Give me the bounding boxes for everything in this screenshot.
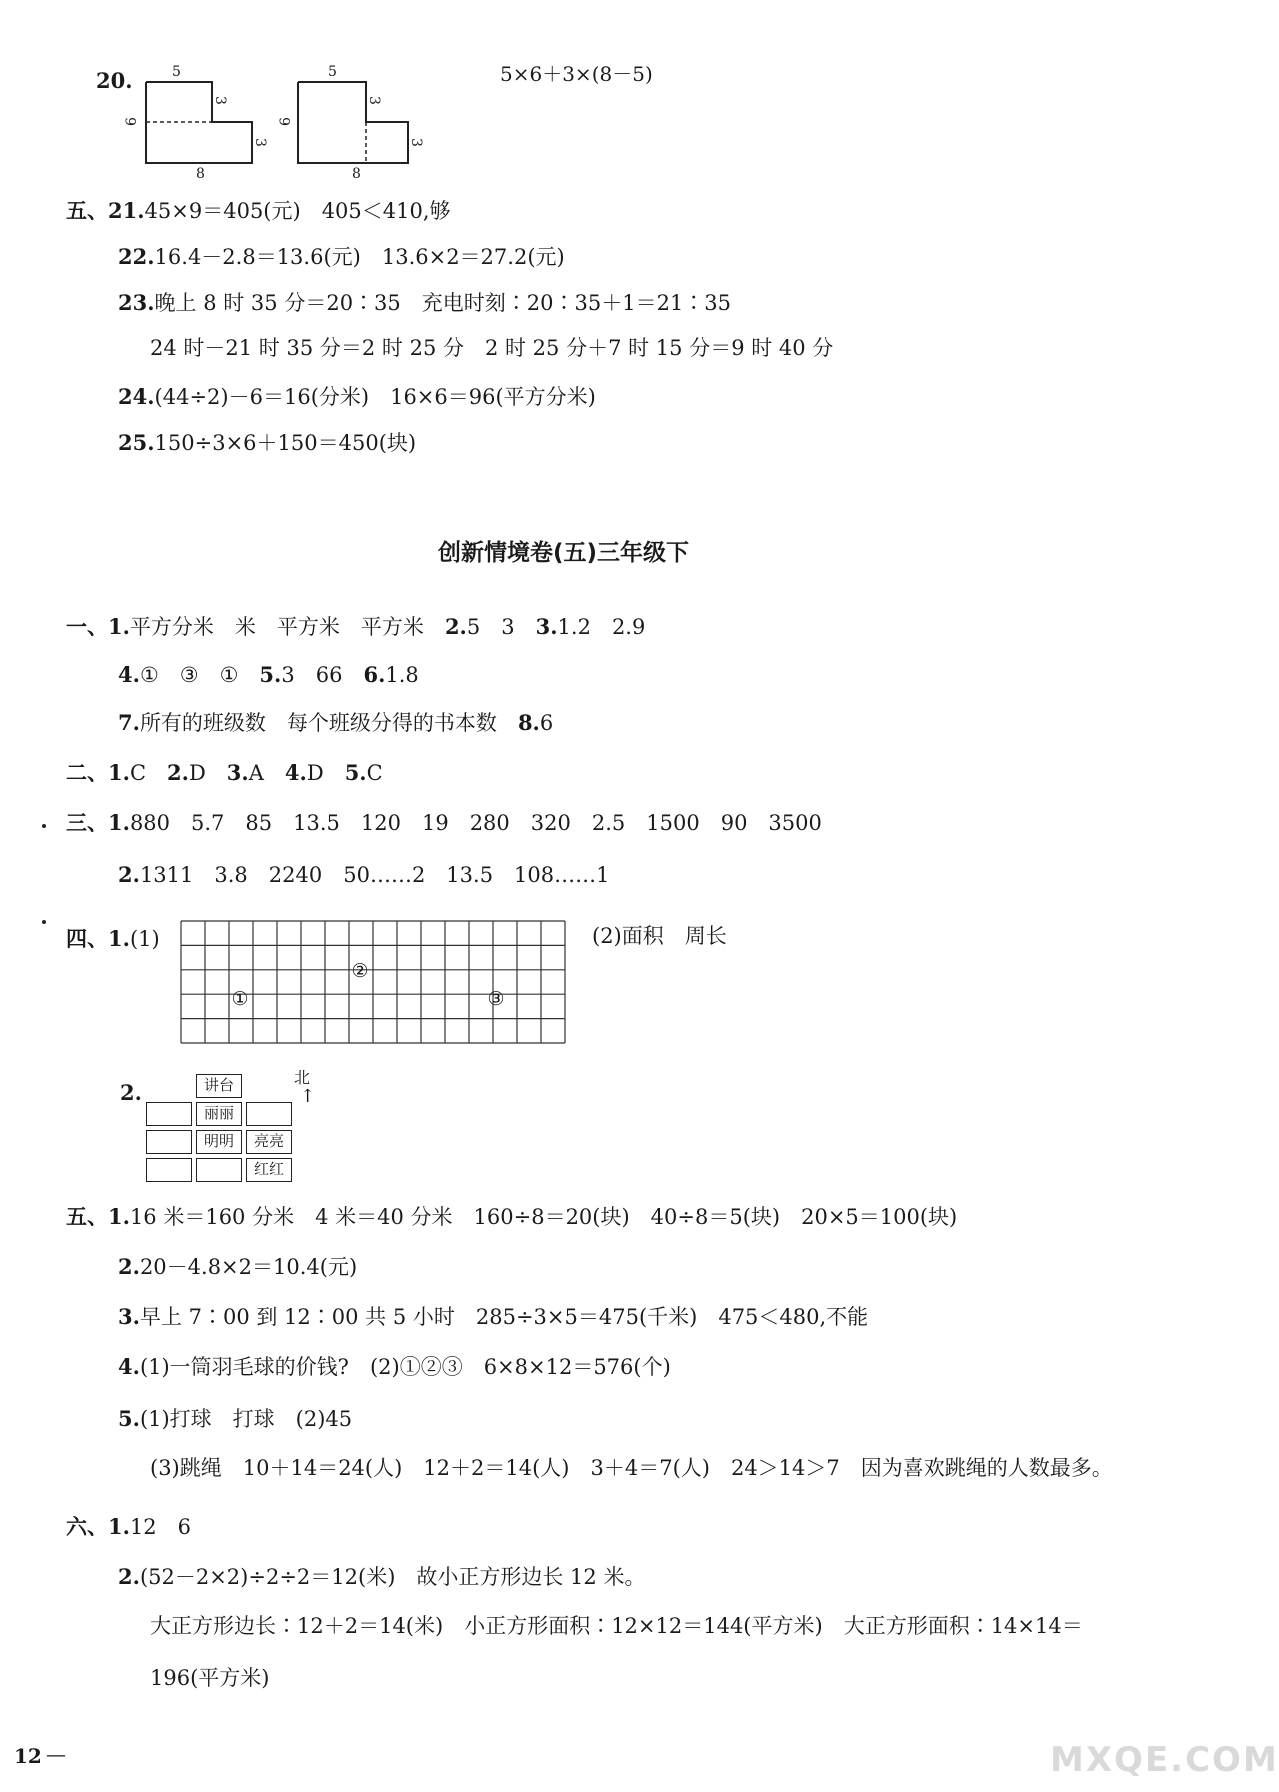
seat-lili: 丽丽 — [196, 1102, 242, 1126]
seat-empty — [196, 1158, 242, 1182]
s2-line — [66, 762, 383, 784]
s2-num-3: 3. — [226, 760, 249, 785]
s2-answer-5: C — [366, 761, 383, 785]
grid-marker-1: ① — [231, 988, 249, 1010]
s1-answer-4: ① ③ ① — [139, 663, 239, 687]
s5-answer-3: 早上 7∶00 到 12∶00 共 5 小时 285÷3×5＝475(千米) 475＜480,不能 — [139, 1305, 869, 1329]
q21-line — [66, 200, 451, 222]
s1-num-6: 6. — [363, 662, 386, 687]
s4-line-1 — [66, 928, 160, 950]
s6-answer-2c: 196(平方米) — [150, 1666, 270, 1690]
seat-mingming: 明明 — [196, 1130, 242, 1154]
s5-num-4: 4. — [118, 1354, 140, 1379]
q23-answer-a: 晚上 8 时 35 分＝20∶35 充电时刻∶20∶35＋1＝21∶35 — [154, 291, 732, 315]
fig2-top-label: 5 — [328, 64, 337, 80]
s2-answer-2: D — [188, 761, 206, 785]
s4-part-2: (2)面积 周长 — [592, 924, 727, 948]
q25-answer: 150÷3×6＋150＝450(块) — [154, 431, 417, 455]
s5-answer-2: 20－4.8×2＝10.4(元) — [139, 1255, 358, 1279]
s1-line-3 — [118, 712, 553, 734]
s2-label: 二、1. — [66, 760, 130, 785]
q21-answer: 45×9＝405(元) 405＜410,够 — [144, 199, 451, 223]
s6-answer-1: 12 6 — [129, 1515, 192, 1539]
s5-answer-4: (1)一筒羽毛球的价钱? (2)①②③ 6×8×12＝576(个) — [139, 1355, 671, 1379]
north-arrow-icon: ↑ — [300, 1086, 316, 1107]
s1-label: 一、1. — [66, 614, 130, 639]
seat-honghong: 红红 — [246, 1158, 292, 1182]
s1-num-7: 7. — [118, 710, 140, 735]
s1-answer-1: 平方分米 米 平方米 平方米 — [129, 615, 424, 639]
q22-label: 22. — [118, 244, 155, 269]
s6-label: 六、1. — [66, 1514, 130, 1539]
s5-line-3 — [118, 1306, 868, 1328]
q20-figure-2 — [276, 60, 446, 180]
fig2-bottom-label: 8 — [352, 166, 361, 182]
s1-answer-2: 5 3 — [466, 615, 515, 639]
q22-line — [118, 246, 565, 268]
seat-empty — [146, 1102, 192, 1126]
fig2-right-label: 3 — [366, 96, 382, 105]
q20-figure-1 — [118, 60, 288, 180]
s1-answer-7: 所有的班级数 每个班级分得的书本数 — [139, 711, 497, 735]
q23-line — [118, 292, 731, 314]
q25-label: 25. — [118, 430, 155, 455]
q25-line — [118, 432, 416, 454]
s1-num-5: 5. — [259, 662, 282, 687]
s5-line-2 — [118, 1256, 357, 1278]
grid-marker-3: ③ — [487, 988, 505, 1010]
s2-num-2: 2. — [167, 760, 189, 785]
seat-empty — [146, 1158, 192, 1182]
s6-answer-2: (52－2×2)÷2÷2＝12(米) 故小正方形边长 12 米。 — [139, 1565, 646, 1589]
watermark-logo: MXQE.COM — [1050, 1740, 1279, 1780]
s1-num-2: 2. — [444, 614, 467, 639]
s5-line-5 — [118, 1408, 352, 1430]
s2-answer-1: C — [129, 761, 147, 785]
q22-answer: 16.4－2.8＝13.6(元) 13.6×2＝27.2(元) — [154, 245, 565, 269]
seat-empty — [246, 1102, 292, 1126]
s3-num-2: 2. — [118, 862, 140, 887]
page-number: 12 — [14, 1744, 42, 1768]
q21-label: 五、21. — [66, 198, 145, 223]
s4-part-1: (1) — [129, 927, 160, 951]
s5-num-2: 2. — [118, 1254, 140, 1279]
s5-num-5: 5. — [118, 1406, 140, 1431]
q24-label: 24. — [118, 384, 155, 409]
s1-answer-6: 1.8 — [385, 663, 419, 687]
fig2-step-label: 3 — [408, 138, 424, 147]
page-dash: — — [46, 1742, 66, 1766]
s3-line-2 — [118, 864, 610, 886]
fig1-step-label: 3 — [252, 138, 268, 147]
s1-answer-3: 1.2 2.9 — [557, 615, 646, 639]
s1-line-2 — [118, 664, 419, 686]
s3-answer-2: 1311 3.8 2240 50……2 13.5 108……1 — [139, 863, 610, 887]
s4-label: 四、1. — [66, 926, 130, 951]
q24-line — [118, 386, 596, 408]
s2-answer-4: D — [306, 761, 324, 785]
fig1-left-label: 6 — [124, 117, 140, 126]
seat-empty — [146, 1130, 192, 1154]
q20-label: 20. — [96, 68, 133, 93]
q24-answer: (44÷2)－6＝16(分米) 16×6＝96(平方分米) — [154, 385, 596, 409]
north-label: 北 — [294, 1068, 311, 1087]
q20-expression: 5×6＋3×(8－5) — [500, 62, 653, 86]
seat-podium: 讲台 — [196, 1074, 242, 1098]
s1-answer-8: 6 — [539, 711, 554, 735]
s5-answer-5: (1)打球 打球 (2)45 — [139, 1407, 353, 1431]
s4-grid — [180, 920, 566, 1044]
margin-dot — [42, 920, 46, 924]
s1-num-4: 4. — [118, 662, 140, 687]
q23-label: 23. — [118, 290, 155, 315]
s2-num-4: 4. — [284, 760, 307, 785]
s1-num-3: 3. — [535, 614, 558, 639]
s4-num-2: 2. — [120, 1080, 142, 1105]
s1-answer-5: 3 66 — [281, 663, 343, 687]
s5-line-1 — [66, 1206, 957, 1228]
s5-answer-5b: (3)跳绳 10＋14＝24(人) 12＋2＝14(人) 3＋4＝7(人) 24＞14＞7 因为喜欢跳绳的人数最多。 — [150, 1456, 1113, 1480]
s2-num-5: 5. — [344, 760, 367, 785]
s1-line-1 — [66, 616, 645, 638]
s5-line-4 — [118, 1356, 671, 1378]
s5-num-3: 3. — [118, 1304, 140, 1329]
fig1-top-label: 5 — [172, 64, 181, 80]
s3-line-1 — [66, 812, 822, 834]
s1-num-8: 8. — [517, 710, 540, 735]
s6-answer-2b: 大正方形边长∶12＋2＝14(米) 小正方形面积∶12×12＝144(平方米) 大正方形面积∶14×14＝ — [150, 1614, 1083, 1638]
fig1-bottom-label: 8 — [196, 166, 205, 182]
s2-answer-3: A — [248, 761, 264, 785]
margin-dot — [42, 824, 46, 828]
fig2-left-label: 6 — [278, 117, 294, 126]
grid-marker-2: ② — [351, 960, 369, 982]
s3-label: 三、1. — [66, 810, 130, 835]
fig1-right-label: 3 — [212, 96, 228, 105]
seat-liangliang: 亮亮 — [246, 1130, 292, 1154]
s6-line-2 — [118, 1566, 645, 1588]
s3-answer-1: 880 5.7 85 13.5 120 19 280 320 2.5 1500 90 3500 — [129, 811, 822, 835]
section-title: 创新情境卷(五)三年级下 — [438, 540, 690, 566]
q23-answer-b: 24 时－21 时 35 分＝2 时 25 分 2 时 25 分＋7 时 15 分＝9 时 40 分 — [150, 336, 834, 360]
s6-line-1 — [66, 1516, 191, 1538]
s5-label: 五、1. — [66, 1204, 130, 1229]
s5-answer-1: 16 米＝160 分米 4 米＝40 分米 160÷8＝20(块) 40÷8＝5(块) 20×5＝100(块) — [129, 1205, 958, 1229]
s6-num-2: 2. — [118, 1564, 140, 1589]
